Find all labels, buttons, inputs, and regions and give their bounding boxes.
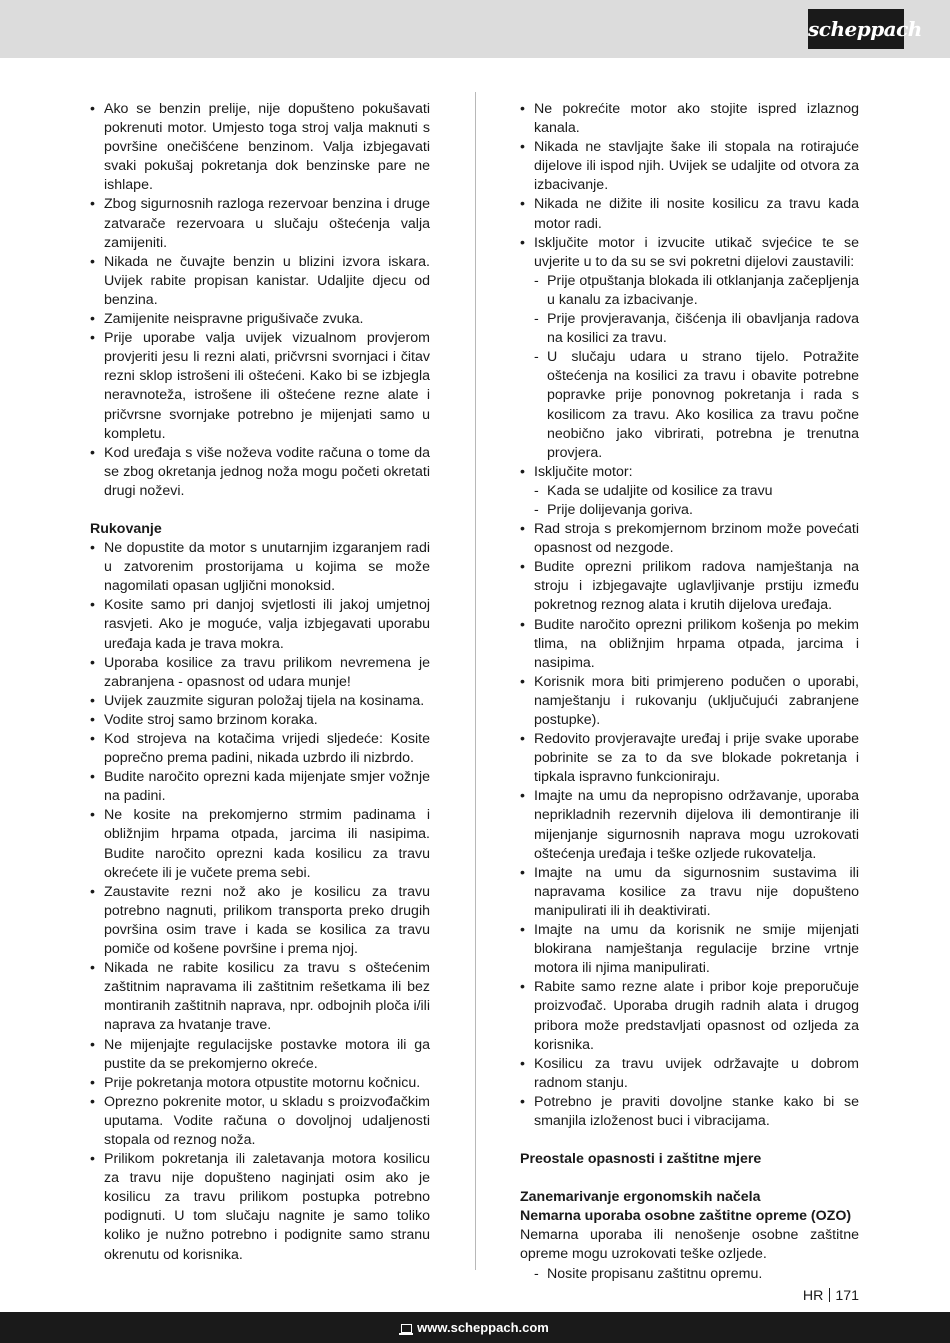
list-item: • Vodite stroj samo brzinom koraka.: [90, 711, 430, 730]
sub-list-item: - U slučaju udara u strano tijelo. Potražite oštećenja na kosilici za travu i obavite potrebne popravke prije ponovnog pokretanja i rada s kosilicom za travu. Ako kosilica za travu počne neobično jako vibrirati, potrebna je trenutna provjera.: [520, 348, 859, 463]
list-item: • Rad stroja s prekomjernom brzinom može povećati opasnost od nezgode.: [520, 520, 859, 558]
list-item: • Zamijenite neispravne prigušivače zvuka.: [90, 310, 430, 329]
list-item: • Uvijek zauzmite siguran položaj tijela na kosinama.: [90, 692, 430, 711]
list-item: • Nikada ne stavljajte šake ili stopala na rotirajuće dijelove ili ispod njih. Uvijek se udaljite od otvora za izbacivanje.: [520, 138, 859, 195]
computer-icon: [401, 1324, 412, 1333]
list-item: • Kod uređaja s više noževa vodite računa o tome da se zbog okretanja jednog noža mogu početi okretati drugi noževi.: [90, 444, 430, 501]
sub-list-item: - Kada se udaljite od kosilice za travu: [520, 482, 859, 501]
heading-ergonomic: Zanemarivanje ergonomskih načela: [520, 1189, 761, 1206]
safety-list-right-2: [520, 520, 859, 1131]
heading-ppe: Nemarna uporaba osobne zaštitne opreme (OZO): [520, 1208, 852, 1225]
list-item: • Prilikom pokretanja ili zaletavanja motora kosilicu za travu nije dopušteno naginjati osim ako je kosilicu za travu prilikom postupka potrebno podignuti. U tom slučaju nagnite je samo toliko koliko je nužno potrebno i podignite samo stranu okrenutu od korisnika.: [90, 1150, 430, 1265]
list-item: • Nikada ne dižite ili nosite kosilicu za travu kada motor radi.: [520, 195, 859, 233]
list-item: • Prije uporabe valja uvijek vizualnom provjerom provjeriti jesu li rezni alati, pričvrsni svornjaci i čitav rezni sklop istrošeni ili oštećeni. Kako bi se izbjegla neravnoteža, istrošene ili oštećene rezne alate i pričvrsne svornjake potrebno je mijenjati samo u kompletu.: [90, 329, 430, 444]
list-item: • Budite naročito oprezni prilikom košenja po mekim tlima, na obližnjim hrpama otpada, jarcima i nasipima.: [520, 616, 859, 673]
list-item: • Kosite samo pri danjoj svjetlosti ili jakoj umjetnoj rasvjeti. Ako je moguće, valja izbjegavati uporabu uređaja kada je trava mokra.: [90, 596, 430, 653]
ppe-sub-list: [520, 1265, 859, 1284]
list-item: • Ne dopustite da motor s unutarnjim izgaranjem radi u zatvorenim prostorijama u kojima se može nagomilati opasan ugljični monoksid.: [90, 539, 430, 596]
list-item: • Kod strojeva na kotačima vrijedi sljedeće: Kosite poprečno prema padini, nikada uzbrdo ili nizbrdo.: [90, 730, 430, 768]
list-item: • Isključite motor i izvucite utikač svjećice te se uvjerite u to da su se svi pokretni dijelovi zaustavili:: [520, 234, 859, 272]
list-item: • Prije pokretanja motora otpustite motornu kočnicu.: [90, 1074, 430, 1093]
list-item: • Nikada ne rabite kosilicu za travu s oštećenim zaštitnim napravama ili zaštitnim rešetkama ili bez montiranih zaštitnih naprava, npr. odbojnih ploča i/ili naprava za hvatanje trave.: [90, 959, 430, 1035]
list-item: • Ne mijenjajte regulacijske postavke motora ili ga pustite da se prekomjerno okreće.: [90, 1036, 430, 1074]
list-item: • Ako se benzin prelije, nije dopušteno pokušavati pokrenuti motor. Umjesto toga stroj valja maknuti s površine onečišćene benzinom. Valja izbjegavati svaki pokušaj pokretanja dok benzinske pare ne ishlape.: [90, 100, 430, 195]
safety-list-right: [520, 100, 859, 520]
heading-residual-risks: Preostale opasnosti i zaštitne mjere: [520, 1151, 762, 1168]
handling-list: [90, 539, 430, 1265]
list-item: • Ne kosite na prekomjerno strmim padinama i obližnjim hrpama otpada, jarcima ili nasipima. Budite naročito oprezni kada kosilicu za travu okrećete ili je vučete prema sebi.: [90, 806, 430, 882]
list-item: • Uporaba kosilice za travu prilikom nevremena je zabranjena - opasnost od udara munje!: [90, 654, 430, 692]
list-item: • Oprezno pokrenite motor, u skladu s proizvođačkim uputama. Vodite računa o dovoljnoj udaljenosti stopala od reznog noža.: [90, 1093, 430, 1150]
ppe-text: Nemarna uporaba ili nenošenje osobne zaštitne opreme mogu uzrokovati teške ozljede.: [520, 1227, 859, 1263]
list-item: • Potrebno je praviti dovoljne stanke kako bi se smanjila izloženost buci i vibracijama.: [520, 1093, 859, 1131]
list-item: • Budite naročito oprezni kada mijenjate smjer vožnje na padini.: [90, 768, 430, 806]
footer-url[interactable]: www.scheppach.com: [417, 1320, 549, 1335]
list-item: • Imajte na umu da korisnik ne smije mijenjati blokirana namještanja regulacije brzine vrtnje motora ili njima manipulirati.: [520, 921, 859, 978]
list-item: • Zbog sigurnosnih razloga rezervoar benzina i druge zatvarače rezervoara u slučaju oštećenja valja zamijeniti.: [90, 195, 430, 252]
page-number-value: 171: [835, 1288, 859, 1304]
sub-list-item: - Prije provjeravanja, čišćenja ili obavljanja radova na kosilici za travu.: [520, 310, 859, 348]
list-item: • Budite oprezni prilikom radova namještanja na stroju i izbjegavajte uglavljivanje prstiju između pokretnog reznog alata i krutih dijelova uređaja.: [520, 558, 859, 615]
page-number: [803, 1287, 859, 1306]
footer-bar: [0, 1312, 950, 1343]
brand-logo: scheppach: [808, 9, 904, 49]
page-language: HR: [802, 1288, 824, 1304]
list-item: • Ne pokrećite motor ako stojite ispred izlaznog kanala.: [520, 100, 859, 138]
sub-list-item: - Nosite propisanu zaštitnu opremu.: [520, 1265, 859, 1284]
list-item: • Isključite motor:: [520, 463, 859, 482]
column-divider: [475, 92, 476, 1270]
sub-list-item: - Prije otpuštanja blokada ili otklanjanja začepljenja u kanalu za izbacivanje.: [520, 272, 859, 310]
list-item: • Kosilicu za travu uvijek održavajte u dobrom radnom stanju.: [520, 1055, 859, 1093]
header-bar: [0, 0, 950, 58]
heading-handling: Rukovanje: [90, 520, 162, 537]
list-item: • Imajte na umu da sigurnosnim sustavima ili napravama kosilice za travu nije dopušteno manipulirati ili ih deaktivirati.: [520, 864, 859, 921]
list-item: • Korisnik mora biti primjereno podučen o uporabi, namještanju i rukovanju (uključujući zabranjene postupke).: [520, 673, 859, 730]
list-item: • Redovito provjeravajte uređaj i prije svake uporabe pobrinite se za to da sve blokade pokretanja i tipkala ispravno funkcioniraju.: [520, 730, 859, 787]
left-column: [90, 100, 430, 1265]
right-column: [520, 100, 859, 1284]
list-item: • Imajte na umu da nepropisno održavanje, uporaba neprikladnih rezervnih dijelova ili demontiranje ili mijenjanje sigurnosnih naprava mogu uzrokovati oštećenja uređaja i teške ozljede rukovatelja.: [520, 787, 859, 863]
safety-list-fuel: [90, 100, 430, 501]
list-item: • Nikada ne čuvajte benzin u blizini izvora iskara. Uvijek rabite propisan kanistar. Udaljite djecu od benzina.: [90, 253, 430, 310]
list-item: • Zaustavite rezni nož ako je kosilicu za travu potrebno nagnuti, prilikom transporta preko drugih površina osim trave i kada se kosilica za travu pomiče od košene površine i prema njoj.: [90, 883, 430, 959]
list-item: • Rabite samo rezne alate i pribor koje preporučuje proizvođač. Uporaba drugih radnih alata i drugog pribora može predstavljati opasnost od ozljeda za korisnika.: [520, 978, 859, 1054]
sub-list-item: - Prije dolijevanja goriva.: [520, 501, 859, 520]
